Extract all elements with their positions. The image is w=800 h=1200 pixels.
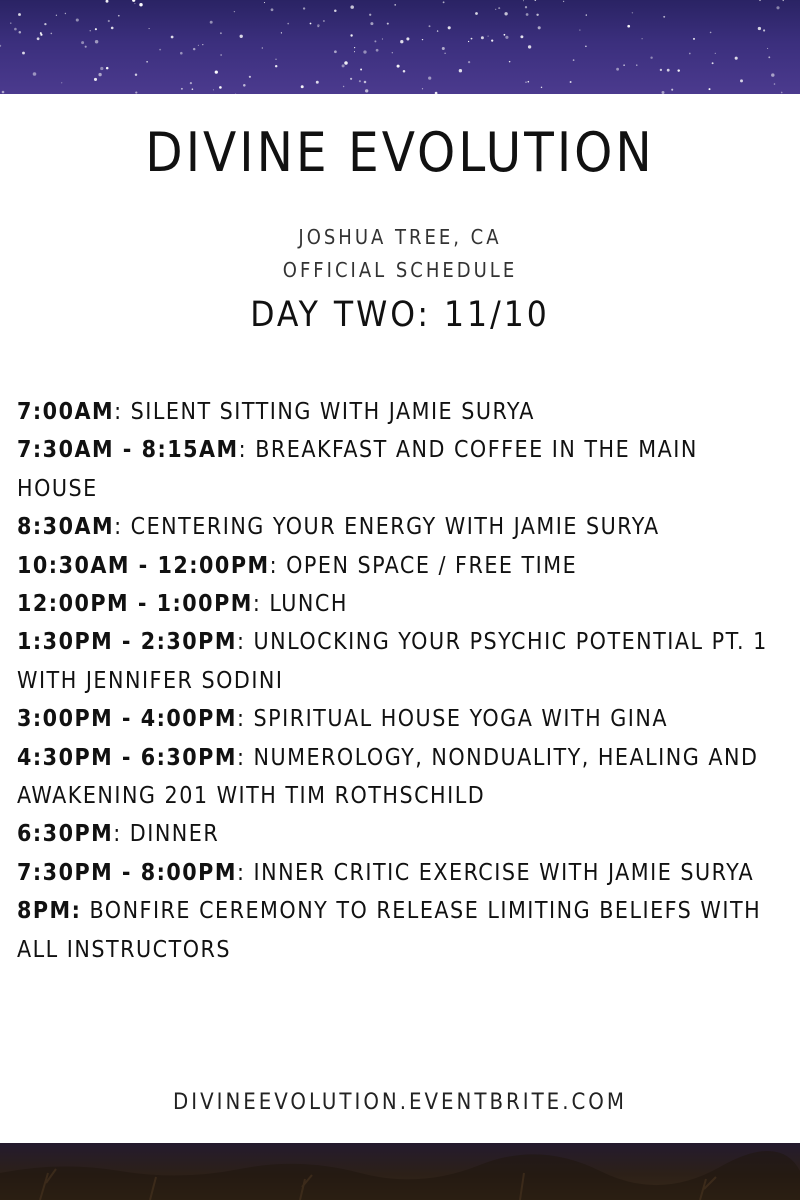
star (632, 12, 633, 13)
star (219, 86, 222, 89)
star (180, 52, 183, 55)
star (215, 70, 218, 73)
star (397, 65, 400, 68)
star (538, 26, 541, 29)
star (660, 69, 662, 71)
star (159, 49, 161, 51)
star (359, 80, 361, 82)
star (400, 40, 403, 43)
star (491, 40, 493, 42)
star (422, 39, 423, 40)
star (759, 0, 761, 1)
schedule-item (17, 739, 777, 816)
star (243, 84, 246, 87)
star (0, 45, 1, 47)
star (249, 76, 251, 78)
star (693, 38, 695, 40)
star (118, 15, 120, 17)
star (190, 82, 192, 84)
star (192, 88, 194, 90)
schedule-activity: : UNLOCKING YOUR PSYCHIC POTENTIAL PT. 1 WITH JENNIFER SODINI (17, 629, 768, 694)
schedule-time: 7:00AM (17, 399, 115, 425)
schedule-activity: : CENTERING YOUR ENERGY WITH JAMIE SURYA (114, 514, 660, 541)
schedule-activity: : SPIRITUAL HOUSE YOGA WITH GINA (236, 706, 669, 733)
star (709, 88, 711, 90)
star (636, 64, 637, 65)
star (240, 35, 243, 38)
star (111, 27, 114, 30)
star (509, 61, 511, 63)
schedule-card (0, 94, 800, 1143)
star (94, 78, 97, 81)
star (505, 36, 508, 39)
schedule-time: 1:30PM - 2:30PM (17, 629, 237, 656)
star (262, 47, 263, 48)
star (429, 25, 431, 27)
schedule-item (17, 585, 777, 623)
star (573, 59, 575, 61)
star (139, 3, 142, 6)
star (14, 28, 17, 31)
star (108, 20, 110, 22)
star (135, 74, 137, 76)
star (316, 81, 319, 84)
star (364, 81, 367, 84)
star (428, 77, 431, 80)
star (363, 50, 366, 53)
event-website: DIVINEEVOLUTION.EVENTBRITE.COM (173, 1090, 627, 1115)
star (495, 9, 496, 10)
day-heading: DAY TWO: 11/10 (250, 295, 550, 335)
star (264, 2, 265, 3)
star (536, 14, 538, 16)
star (481, 36, 484, 39)
star (33, 72, 37, 76)
star (585, 46, 587, 48)
star (106, 0, 109, 3)
star (51, 33, 53, 35)
star (22, 52, 25, 55)
star (641, 38, 642, 39)
star (523, 0, 524, 1)
schedule-item (17, 700, 777, 738)
star (437, 30, 438, 31)
schedule-item (17, 854, 777, 892)
star (520, 35, 523, 38)
star (570, 81, 572, 83)
schedule-item (17, 431, 777, 508)
star (275, 59, 276, 60)
star (710, 32, 712, 34)
star (76, 18, 79, 21)
star (767, 48, 768, 49)
star (406, 37, 409, 40)
star (535, 0, 537, 1)
star (382, 38, 383, 39)
star (213, 89, 214, 90)
star (776, 6, 779, 9)
schedule-item (17, 393, 777, 431)
schedule-activity: : LUNCH (252, 591, 348, 618)
star (19, 31, 22, 34)
star (360, 69, 362, 71)
schedule-time: 7:30PM - 8:00PM (17, 859, 237, 886)
star (301, 85, 304, 88)
star (526, 13, 529, 16)
star (671, 89, 673, 91)
star (712, 62, 714, 64)
star (758, 27, 761, 30)
star (689, 53, 691, 55)
star (181, 88, 183, 90)
star (149, 28, 150, 29)
star (132, 0, 135, 2)
star (471, 38, 473, 40)
star (61, 82, 62, 83)
schedule-activity: : OPEN SPACE / FREE TIME (269, 552, 578, 579)
star (354, 51, 355, 52)
star (541, 87, 542, 88)
star (627, 25, 630, 28)
star (275, 65, 277, 67)
star (303, 7, 305, 9)
schedule-time: 12:00PM - 1:00PM (17, 591, 253, 618)
star (317, 24, 320, 27)
star (193, 48, 195, 50)
schedule-activity: BONFIRE CEREMONY TO RELEASE LIMITING BELIEFS WITH ALL INSTRUCTORS (17, 898, 762, 963)
star (448, 26, 451, 29)
schedule-time: 6:30PM (17, 821, 114, 848)
star (459, 69, 462, 72)
star (663, 16, 665, 18)
schedule-time: 8PM: (17, 898, 82, 925)
star (442, 47, 445, 50)
star (354, 47, 355, 48)
star (468, 41, 469, 42)
star (220, 54, 221, 55)
star (334, 10, 337, 13)
star (623, 64, 625, 66)
schedule-time: 4:30PM - 6:30PM (17, 744, 237, 771)
star (735, 57, 738, 60)
star (310, 23, 312, 25)
star (771, 73, 774, 76)
star (90, 30, 91, 31)
star (37, 37, 40, 40)
star (475, 12, 478, 15)
star (677, 69, 679, 71)
star (334, 50, 337, 53)
star (528, 45, 531, 48)
schedule-time: 8:30AM (17, 514, 115, 541)
star (498, 7, 500, 9)
star (616, 68, 619, 71)
star (171, 36, 174, 39)
star (370, 22, 373, 25)
schedule-activity: : INNER CRITIC EXERCISE WITH JAMIE SURYA (236, 859, 755, 886)
schedule-item (17, 815, 777, 853)
star (40, 32, 42, 34)
event-location: JOSHUA TREE, CA (298, 225, 502, 249)
star (81, 41, 84, 44)
star (528, 81, 530, 83)
schedule-list (17, 393, 777, 969)
star (100, 67, 103, 70)
star (667, 69, 670, 72)
star (422, 88, 423, 89)
star (768, 56, 770, 58)
starry-sky-banner (0, 0, 800, 94)
star (504, 34, 506, 36)
star (350, 5, 354, 9)
star (10, 22, 11, 23)
schedule-time: 3:00PM - 4:00PM (17, 706, 237, 733)
schedule-subtitle: OFFICIAL SCHEDULE (282, 258, 518, 282)
star (394, 4, 396, 6)
star (392, 52, 393, 53)
star (134, 3, 135, 4)
ground-texture (0, 1143, 800, 1200)
star (65, 13, 66, 14)
star (56, 15, 57, 16)
star (202, 44, 203, 45)
star (2, 91, 5, 94)
star (369, 14, 371, 16)
star (374, 40, 376, 42)
star (342, 64, 345, 67)
star (444, 53, 445, 54)
star (650, 57, 652, 59)
star (350, 34, 352, 36)
stars-background (0, 0, 800, 94)
star (350, 78, 352, 80)
star (468, 61, 470, 63)
schedule-activity: : DINNER (113, 821, 220, 848)
star (323, 20, 325, 22)
desert-ground-banner (0, 1143, 800, 1200)
schedule-time: 10:30AM - 12:00PM (17, 552, 270, 579)
star (18, 13, 21, 16)
star (287, 23, 289, 25)
star (525, 81, 527, 83)
schedule-activity: : BREAKFAST AND COFFEE IN THE MAIN HOUSE (17, 437, 698, 502)
schedule-item (17, 547, 777, 585)
star (365, 89, 368, 92)
star (344, 61, 348, 65)
star (95, 28, 97, 30)
event-title: DIVINE EVOLUTION (145, 121, 655, 184)
schedule-activity: : SILENT SITTING WITH JAMIE SURYA (114, 399, 535, 425)
star (106, 67, 109, 70)
star (740, 79, 743, 82)
star (443, 1, 445, 3)
star (403, 70, 406, 73)
star (763, 29, 765, 31)
schedule-item (17, 508, 777, 546)
star (210, 21, 213, 24)
star (146, 61, 148, 63)
star (343, 86, 344, 87)
star (774, 83, 776, 85)
star (387, 23, 389, 25)
star (563, 1, 564, 2)
star (98, 73, 101, 76)
star (525, 6, 527, 8)
star (198, 45, 199, 46)
schedule-item (17, 892, 777, 969)
star (579, 30, 580, 31)
schedule-item (17, 623, 777, 700)
star (220, 32, 222, 34)
star (586, 14, 587, 15)
star (234, 11, 235, 12)
star (783, 0, 784, 1)
schedule-activity: : NUMEROLOGY, NONDUALITY, HEALING AND AWAKENING 201 WITH TIM ROTHSCHILD (17, 744, 759, 810)
star (281, 32, 282, 33)
star (271, 8, 274, 11)
star (376, 49, 379, 52)
star (95, 40, 98, 43)
schedule-time: 7:30AM - 8:15AM (17, 437, 239, 464)
star (715, 53, 716, 54)
star (504, 12, 507, 15)
star (85, 46, 87, 48)
star (487, 35, 488, 36)
star (44, 23, 46, 25)
